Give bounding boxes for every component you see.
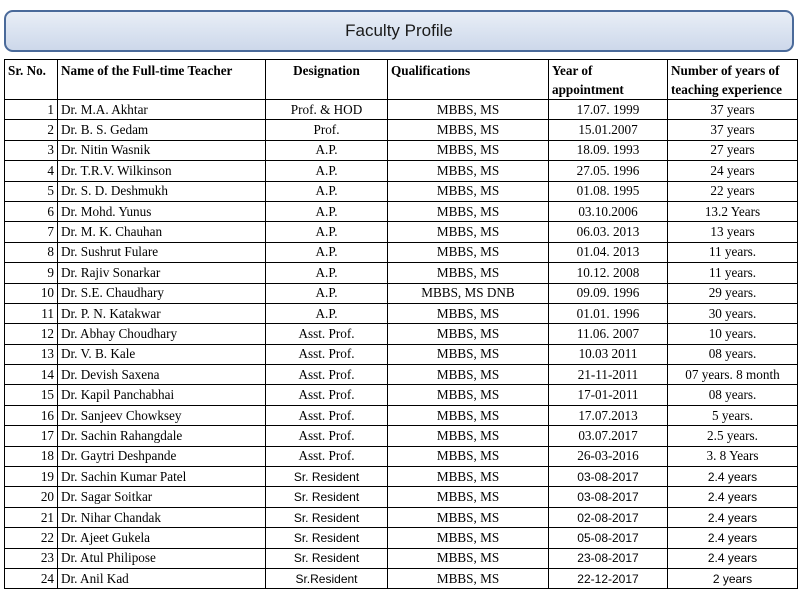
cell-sr-no: 4 (5, 161, 58, 181)
cell-teacher-name: Dr. M.A. Akhtar (58, 100, 266, 120)
cell-teacher-name: Dr. P. N. Katakwar (58, 303, 266, 323)
cell-year-of-appointment: 22-12-2017 (549, 568, 668, 588)
cell-year-of-appointment: 23-08-2017 (549, 548, 668, 568)
cell-teaching-experience: 2.4 years (668, 507, 798, 527)
header-year-line2: appointment (552, 82, 624, 97)
cell-designation: A.P. (266, 140, 388, 160)
cell-teaching-experience: 13.2 Years (668, 201, 798, 221)
cell-sr-no: 1 (5, 100, 58, 120)
table-row (5, 467, 798, 487)
table-row (5, 140, 798, 160)
cell-sr-no: 12 (5, 324, 58, 344)
cell-teacher-name: Dr. Sagar Soitkar (58, 487, 266, 507)
cell-sr-no: 13 (5, 344, 58, 364)
cell-year-of-appointment: 17.07. 1999 (549, 100, 668, 120)
cell-designation: Asst. Prof. (266, 405, 388, 425)
cell-year-of-appointment: 01.04. 2013 (549, 242, 668, 262)
header-qualifications: Qualifications (388, 60, 549, 100)
cell-qualification: MBBS, MS (388, 263, 549, 283)
cell-designation: Asst. Prof. (266, 365, 388, 385)
cell-designation: Sr. Resident (266, 548, 388, 568)
table-row (5, 405, 798, 425)
cell-year-of-appointment: 02-08-2017 (549, 507, 668, 527)
cell-designation: Asst. Prof. (266, 344, 388, 364)
cell-teaching-experience: 2.4 years (668, 487, 798, 507)
cell-sr-no: 6 (5, 201, 58, 221)
cell-teacher-name: Dr. Abhay Choudhary (58, 324, 266, 344)
cell-qualification: MBBS, MS (388, 385, 549, 405)
cell-designation: A.P. (266, 161, 388, 181)
cell-sr-no: 21 (5, 507, 58, 527)
cell-qualification: MBBS, MS (388, 242, 549, 262)
table-row (5, 365, 798, 385)
cell-year-of-appointment: 06.03. 2013 (549, 222, 668, 242)
cell-sr-no: 17 (5, 426, 58, 446)
table-row (5, 120, 798, 140)
cell-year-of-appointment: 03.07.2017 (549, 426, 668, 446)
cell-teaching-experience: 22 years (668, 181, 798, 201)
cell-designation: A.P. (266, 303, 388, 323)
cell-qualification: MBBS, MS (388, 365, 549, 385)
cell-teacher-name: Dr. M. K. Chauhan (58, 222, 266, 242)
table-row (5, 161, 798, 181)
faculty-table (4, 59, 798, 589)
cell-year-of-appointment: 05-08-2017 (549, 528, 668, 548)
cell-designation: Prof. & HOD (266, 100, 388, 120)
cell-qualification: MBBS, MS (388, 528, 549, 548)
cell-designation: Sr. Resident (266, 507, 388, 527)
table-row (5, 487, 798, 507)
header-name: Name of the Full-time Teacher (58, 60, 266, 100)
cell-year-of-appointment: 09.09. 1996 (549, 283, 668, 303)
cell-sr-no: 9 (5, 263, 58, 283)
cell-sr-no: 22 (5, 528, 58, 548)
header-teaching-experience (668, 60, 798, 100)
page-title-banner (4, 10, 794, 52)
header-designation: Designation (266, 60, 388, 100)
cell-teaching-experience: 2.5 years. (668, 426, 798, 446)
table-row (5, 303, 798, 323)
cell-year-of-appointment: 15.01.2007 (549, 120, 668, 140)
table-row (5, 426, 798, 446)
cell-designation: A.P. (266, 263, 388, 283)
cell-designation: A.P. (266, 283, 388, 303)
cell-qualification: MBBS, MS (388, 324, 549, 344)
table-row (5, 242, 798, 262)
cell-sr-no: 11 (5, 303, 58, 323)
cell-teaching-experience: 13 years (668, 222, 798, 242)
cell-teaching-experience: 5 years. (668, 405, 798, 425)
table-row (5, 548, 798, 568)
cell-teacher-name: Dr. Devish Saxena (58, 365, 266, 385)
cell-teacher-name: Dr. Kapil Panchabhai (58, 385, 266, 405)
table-row (5, 507, 798, 527)
cell-sr-no: 24 (5, 568, 58, 588)
cell-teacher-name: Dr. Mohd. Yunus (58, 201, 266, 221)
cell-qualification: MBBS, MS (388, 426, 549, 446)
cell-teacher-name: Dr. V. B. Kale (58, 344, 266, 364)
cell-qualification: MBBS, MS (388, 120, 549, 140)
table-header-row (5, 60, 798, 100)
cell-teacher-name: Dr. Anil Kad (58, 568, 266, 588)
cell-teaching-experience: 08 years. (668, 344, 798, 364)
cell-designation: A.P. (266, 201, 388, 221)
table-row (5, 201, 798, 221)
cell-teacher-name: Dr. Sanjeev Chowksey (58, 405, 266, 425)
table-row (5, 222, 798, 242)
cell-qualification: MBBS, MS (388, 222, 549, 242)
cell-teacher-name: Dr. T.R.V. Wilkinson (58, 161, 266, 181)
table-row (5, 528, 798, 548)
cell-teaching-experience: 24 years (668, 161, 798, 181)
cell-sr-no: 8 (5, 242, 58, 262)
cell-designation: Sr. Resident (266, 487, 388, 507)
cell-year-of-appointment: 27.05. 1996 (549, 161, 668, 181)
cell-year-of-appointment: 10.12. 2008 (549, 263, 668, 283)
cell-teacher-name: Dr. S. D. Deshmukh (58, 181, 266, 201)
cell-designation: Sr. Resident (266, 528, 388, 548)
cell-teaching-experience: 27 years (668, 140, 798, 160)
table-row (5, 446, 798, 466)
table-row (5, 324, 798, 344)
cell-year-of-appointment: 01.01. 1996 (549, 303, 668, 323)
cell-teacher-name: Dr. Sachin Kumar Patel (58, 467, 266, 487)
cell-qualification: MBBS, MS (388, 487, 549, 507)
cell-sr-no: 10 (5, 283, 58, 303)
cell-qualification: MBBS, MS (388, 100, 549, 120)
cell-year-of-appointment: 03.10.2006 (549, 201, 668, 221)
cell-teaching-experience: 29 years. (668, 283, 798, 303)
cell-qualification: MBBS, MS (388, 507, 549, 527)
table-row (5, 568, 798, 588)
cell-year-of-appointment: 17-01-2011 (549, 385, 668, 405)
cell-sr-no: 3 (5, 140, 58, 160)
cell-year-of-appointment: 10.03 2011 (549, 344, 668, 364)
cell-designation: A.P. (266, 222, 388, 242)
cell-teaching-experience: 30 years. (668, 303, 798, 323)
cell-sr-no: 5 (5, 181, 58, 201)
cell-designation: Sr. Resident (266, 467, 388, 487)
cell-teaching-experience: 10 years. (668, 324, 798, 344)
cell-designation: A.P. (266, 242, 388, 262)
header-exp-line2: teaching experience (671, 82, 782, 97)
header-sr-no: Sr. No. (5, 60, 58, 100)
cell-teacher-name: Dr. S.E. Chaudhary (58, 283, 266, 303)
cell-year-of-appointment: 03-08-2017 (549, 467, 668, 487)
cell-teaching-experience: 3. 8 Years (668, 446, 798, 466)
cell-designation: Sr.Resident (266, 568, 388, 588)
cell-year-of-appointment: 03-08-2017 (549, 487, 668, 507)
header-year-of-appointment (549, 60, 668, 100)
cell-designation: Prof. (266, 120, 388, 140)
cell-qualification: MBBS, MS (388, 467, 549, 487)
cell-teacher-name: Dr. Rajiv Sonarkar (58, 263, 266, 283)
cell-teacher-name: Dr. Ajeet Gukela (58, 528, 266, 548)
cell-teacher-name: Dr. B. S. Gedam (58, 120, 266, 140)
cell-sr-no: 18 (5, 446, 58, 466)
cell-qualification: MBBS, MS DNB (388, 283, 549, 303)
faculty-table-body (5, 100, 798, 589)
cell-qualification: MBBS, MS (388, 405, 549, 425)
cell-teacher-name: Dr. Nitin Wasnik (58, 140, 266, 160)
cell-year-of-appointment: 26-03-2016 (549, 446, 668, 466)
cell-teacher-name: Dr. Sachin Rahangdale (58, 426, 266, 446)
cell-sr-no: 20 (5, 487, 58, 507)
cell-teaching-experience: 2.4 years (668, 548, 798, 568)
cell-designation: Asst. Prof. (266, 426, 388, 446)
cell-teaching-experience: 08 years. (668, 385, 798, 405)
table-row (5, 100, 798, 120)
cell-teaching-experience: 2.4 years (668, 467, 798, 487)
cell-teaching-experience: 07 years. 8 month (668, 365, 798, 385)
cell-qualification: MBBS, MS (388, 303, 549, 323)
cell-teacher-name: Dr. Nihar Chandak (58, 507, 266, 527)
cell-teaching-experience: 37 years (668, 100, 798, 120)
table-row (5, 181, 798, 201)
cell-year-of-appointment: 18.09. 1993 (549, 140, 668, 160)
cell-year-of-appointment: 01.08. 1995 (549, 181, 668, 201)
cell-sr-no: 23 (5, 548, 58, 568)
cell-year-of-appointment: 21-11-2011 (549, 365, 668, 385)
cell-qualification: MBBS, MS (388, 181, 549, 201)
table-row (5, 283, 798, 303)
header-exp-line1: Number of years of (671, 63, 780, 78)
cell-teaching-experience: 2 years (668, 568, 798, 588)
cell-sr-no: 7 (5, 222, 58, 242)
cell-teacher-name: Dr. Gaytri Deshpande (58, 446, 266, 466)
cell-qualification: MBBS, MS (388, 446, 549, 466)
cell-designation: Asst. Prof. (266, 324, 388, 344)
table-row (5, 344, 798, 364)
cell-sr-no: 14 (5, 365, 58, 385)
cell-sr-no: 2 (5, 120, 58, 140)
cell-teacher-name: Dr. Atul Philipose (58, 548, 266, 568)
cell-teaching-experience: 11 years. (668, 242, 798, 262)
cell-teaching-experience: 37 years (668, 120, 798, 140)
cell-sr-no: 19 (5, 467, 58, 487)
cell-qualification: MBBS, MS (388, 161, 549, 181)
page-title: Faculty Profile (345, 21, 453, 40)
cell-designation: Asst. Prof. (266, 446, 388, 466)
cell-sr-no: 15 (5, 385, 58, 405)
cell-qualification: MBBS, MS (388, 140, 549, 160)
table-row (5, 385, 798, 405)
cell-year-of-appointment: 17.07.2013 (549, 405, 668, 425)
cell-qualification: MBBS, MS (388, 568, 549, 588)
cell-teaching-experience: 2.4 years (668, 528, 798, 548)
header-year-line1: Year of (552, 63, 593, 78)
cell-designation: A.P. (266, 181, 388, 201)
cell-qualification: MBBS, MS (388, 548, 549, 568)
table-row (5, 263, 798, 283)
cell-teacher-name: Dr. Sushrut Fulare (58, 242, 266, 262)
cell-teaching-experience: 11 years. (668, 263, 798, 283)
cell-qualification: MBBS, MS (388, 201, 549, 221)
cell-sr-no: 16 (5, 405, 58, 425)
cell-qualification: MBBS, MS (388, 344, 549, 364)
cell-designation: Asst. Prof. (266, 385, 388, 405)
cell-year-of-appointment: 11.06. 2007 (549, 324, 668, 344)
